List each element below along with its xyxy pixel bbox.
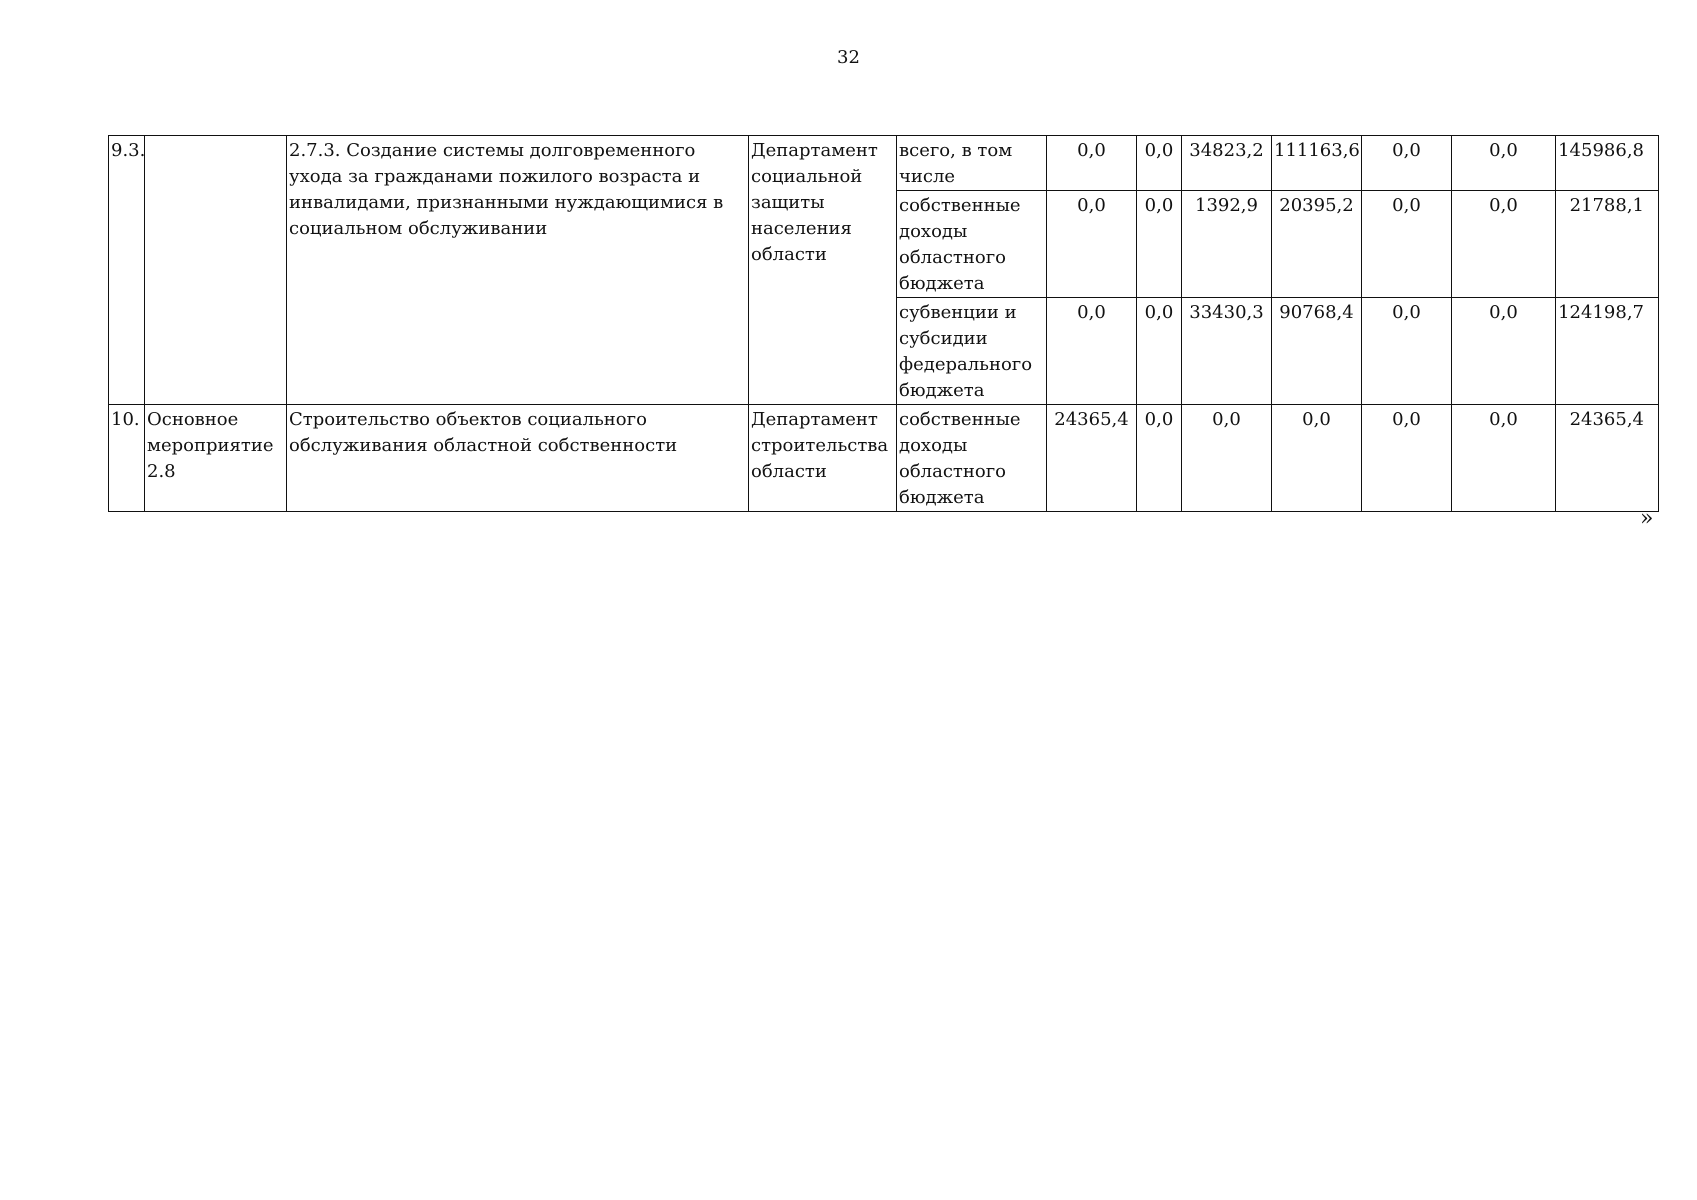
value-cell: 20395,2 <box>1272 191 1362 298</box>
value-cell: 34823,2 <box>1182 136 1272 191</box>
value-cell: 24365,4 <box>1047 405 1137 512</box>
row-measure: Основное мероприятие 2.8 <box>145 405 287 512</box>
total-cell: 124198,7 <box>1556 298 1659 405</box>
value-cell: 0,0 <box>1137 405 1182 512</box>
value-cell: 0,0 <box>1137 136 1182 191</box>
value-cell: 0,0 <box>1452 136 1556 191</box>
value-cell: 0,0 <box>1137 298 1182 405</box>
value-cell: 90768,4 <box>1272 298 1362 405</box>
row-index: 10. <box>109 405 145 512</box>
total-cell: 24365,4 <box>1556 405 1659 512</box>
row-index: 9.3. <box>109 136 145 405</box>
funding-source-label: собственные доходы областного бюджета <box>897 191 1047 298</box>
value-cell: 111163,6 <box>1272 136 1362 191</box>
value-cell: 0,0 <box>1047 191 1137 298</box>
funding-source-label: собственные доходы областного бюджета <box>897 405 1047 512</box>
table-row <box>109 136 1659 191</box>
page-number: 32 <box>837 47 860 68</box>
value-cell: 0,0 <box>1182 405 1272 512</box>
value-cell: 0,0 <box>1047 298 1137 405</box>
table-row <box>109 405 1659 512</box>
funding-source-label: субвенции и субсидии федерального бюджета <box>897 298 1047 405</box>
row-executor: Департамент социальной защиты населения области <box>749 136 897 405</box>
value-cell: 1392,9 <box>1182 191 1272 298</box>
row-description: 2.7.3. Создание системы долговременного ухода за гражданами пожилого возраста и инвалидами, признанными нуждающимися в социальном обслуживании <box>287 136 749 405</box>
value-cell: 0,0 <box>1452 298 1556 405</box>
value-cell: 0,0 <box>1362 191 1452 298</box>
total-cell: 21788,1 <box>1556 191 1659 298</box>
row-measure <box>145 136 287 405</box>
row-description: Строительство объектов социального обслуживания областной собственности <box>287 405 749 512</box>
value-cell: 0,0 <box>1272 405 1362 512</box>
value-cell: 0,0 <box>1452 405 1556 512</box>
value-cell: 33430,3 <box>1182 298 1272 405</box>
value-cell: 0,0 <box>1362 136 1452 191</box>
value-cell: 0,0 <box>1362 405 1452 512</box>
total-cell: 145986,8 <box>1556 136 1659 191</box>
value-cell: 0,0 <box>1047 136 1137 191</box>
budget-table <box>108 135 1659 512</box>
closing-quote-mark: » <box>1640 506 1654 531</box>
value-cell: 0,0 <box>1137 191 1182 298</box>
value-cell: 0,0 <box>1362 298 1452 405</box>
value-cell: 0,0 <box>1452 191 1556 298</box>
funding-source-label: всего, в том числе <box>897 136 1047 191</box>
row-executor: Департамент строительства области <box>749 405 897 512</box>
